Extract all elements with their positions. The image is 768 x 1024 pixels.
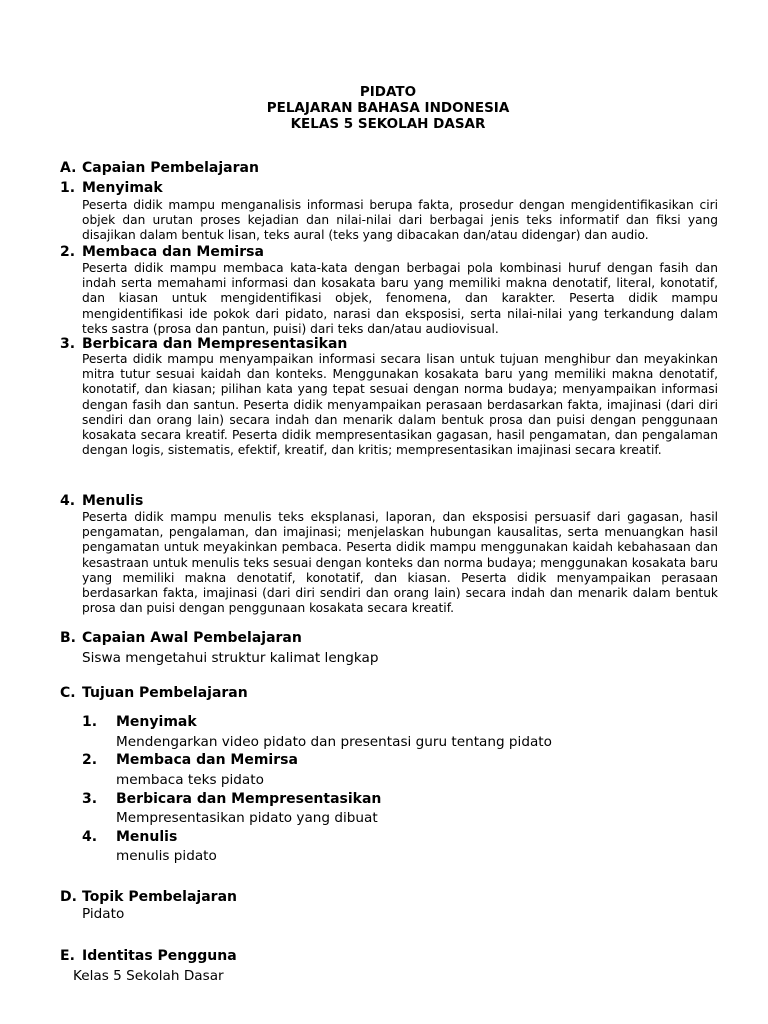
section-a-item-3-heading	[60, 336, 347, 353]
section-a-item-1-title: Menyimak	[82, 180, 163, 196]
section-a-item-2-title: Membaca dan Memirsa	[82, 244, 264, 260]
section-b-title: Capaian Awal Pembelajaran	[82, 630, 302, 646]
section-c-item-4-text: menulis pidato	[116, 848, 217, 864]
section-a-item-3-title: Berbicara dan Mempresentasikan	[82, 336, 348, 352]
section-a-item-4-number: 4.	[60, 493, 76, 509]
section-c-item-3-title: Berbicara dan Mempresentasikan	[116, 791, 382, 807]
section-c-item-2-text: membaca teks pidato	[116, 772, 264, 788]
section-a-item-2-number: 2.	[60, 244, 76, 260]
section-e-text: Kelas 5 Sekolah Dasar	[73, 968, 224, 984]
section-c-item-4-title: Menulis	[116, 829, 178, 845]
section-a-item-4-heading	[60, 493, 143, 510]
section-a-title: Capaian Pembelajaran	[82, 160, 259, 176]
section-c-item-1-heading	[82, 714, 197, 731]
section-a-item-4-text: Peserta didik mampu menulis teks eksplanasi, laporan, dan eksposisi persuasif dari gagasan, hasil pengamatan, pengalaman, dan imajinasi; menjelaskan hubungan kausalitas, serta menuangkan hasil pengamatan untuk meyakinkan pembaca. Peserta didik mampu menggunakan kaidah kebahasaan dan kesastraan untuk menulis teks sesuai dengan konteks dan norma budaya; menggunakan kosakata baru yang memiliki makna denotatif, konotatif, dan kiasan. Peserta didik menyampaikan perasaan berdasarkan fakta, imajinasi (dari diri sendiri dan orang lain) secara indah dan menarik dalam bentuk prosa dan puisi dengan penggunaan kosakata secara kreatif.	[82, 510, 718, 616]
section-a-letter: A.	[60, 160, 77, 176]
section-b-letter: B.	[60, 630, 76, 646]
document-title	[0, 84, 768, 132]
section-a-heading	[60, 160, 259, 177]
section-e-heading	[60, 948, 237, 965]
section-e-letter: E.	[60, 948, 75, 964]
section-c-item-2-heading	[82, 752, 298, 769]
section-d-heading	[60, 889, 237, 906]
section-c-item-2-number: 2.	[82, 752, 98, 768]
section-a-item-1-heading	[60, 180, 163, 197]
section-c-item-4-heading	[82, 829, 177, 846]
section-a-item-3-text: Peserta didik mampu menyampaikan informasi secara lisan untuk tujuan menghibur dan meyakinkan mitra tutur sesuai kaidah dan konteks. Menggunakan kosakata baru yang memiliki makna denotatif, konotatif, dan kiasan; pilihan kata yang tepat sesuai dengan norma budaya; menyampaikan informasi dengan fasih dan santun. Peserta didik menyampaikan perasaan berdasarkan fakta, imajinasi (dari diri sendiri dan orang lain) secara indah dan menarik dalam bentuk prosa dan puisi dengan penggunaan kosakata secara kreatif. Peserta didik mempresentasikan gagasan, hasil pengamatan, dan pengalaman dengan logis, sistematis, efektif, kreatif, dan kritis; mempresentasikan imajinasi secara kreatif.	[82, 352, 718, 458]
section-c-item-4-number: 4.	[82, 829, 98, 845]
section-c-heading	[60, 685, 248, 702]
section-a-item-4-title: Menulis	[82, 493, 144, 509]
section-c-title: Tujuan Pembelajaran	[82, 685, 248, 701]
title-line-2: PELAJARAN BAHASA INDONESIA	[266, 100, 510, 116]
section-d-title: Topik Pembelajaran	[82, 889, 237, 905]
section-a-item-2-text: Peserta didik mampu membaca kata-kata dengan berbagai pola kombinasi huruf dengan fasih dan indah serta memahami informasi dan kosakata baru yang memiliki makna denotatif, literal, konotatif, dan kiasan untuk mengidentifikasi objek, fenomena, dan karakter. Peserta didik mampu mengidentifikasi ide pokok dari pidato, narasi dan eksposisi, serta nilai-nilai yang terkandung dalam teks sastra (prosa dan pantun, puisi) dari teks dan/atau audiovisual.	[82, 261, 718, 336]
section-a-item-2-heading	[60, 244, 264, 261]
section-a-item-3-number: 3.	[60, 336, 76, 352]
title-line-3: KELAS 5 SEKOLAH DASAR	[290, 116, 486, 132]
section-a-item-1-text: Peserta didik mampu menganalisis informasi berupa fakta, prosedur dengan mengidentifikasikan ciri objek dan urutan proses kejadian dan nilai-nilai dari berbagai jenis teks informatif dan fiksi yang disajikan dalam bentuk lisan, teks aural (teks yang dibacakan dan/atau didengar) dan audio.	[82, 198, 718, 243]
section-a-item-1-number: 1.	[60, 180, 76, 196]
section-c-item-3-text: Mempresentasikan pidato yang dibuat	[116, 810, 378, 826]
section-c-item-3-number: 3.	[82, 791, 98, 807]
section-c-item-1-text: Mendengarkan video pidato dan presentasi guru tentang pidato	[116, 734, 552, 750]
section-c-item-1-number: 1.	[82, 714, 98, 730]
section-c-item-3-heading	[82, 791, 381, 808]
section-e-title: Identitas Pengguna	[82, 948, 237, 964]
section-b-text: Siswa mengetahui struktur kalimat lengkap	[82, 650, 379, 666]
section-d-letter: D.	[60, 889, 77, 905]
section-c-item-2-title: Membaca dan Memirsa	[116, 752, 298, 768]
title-line-1: PIDATO	[359, 84, 417, 100]
section-c-item-1-title: Menyimak	[116, 714, 197, 730]
section-b-heading	[60, 630, 302, 647]
section-c-letter: C.	[60, 685, 76, 701]
section-d-text: Pidato	[82, 906, 125, 922]
